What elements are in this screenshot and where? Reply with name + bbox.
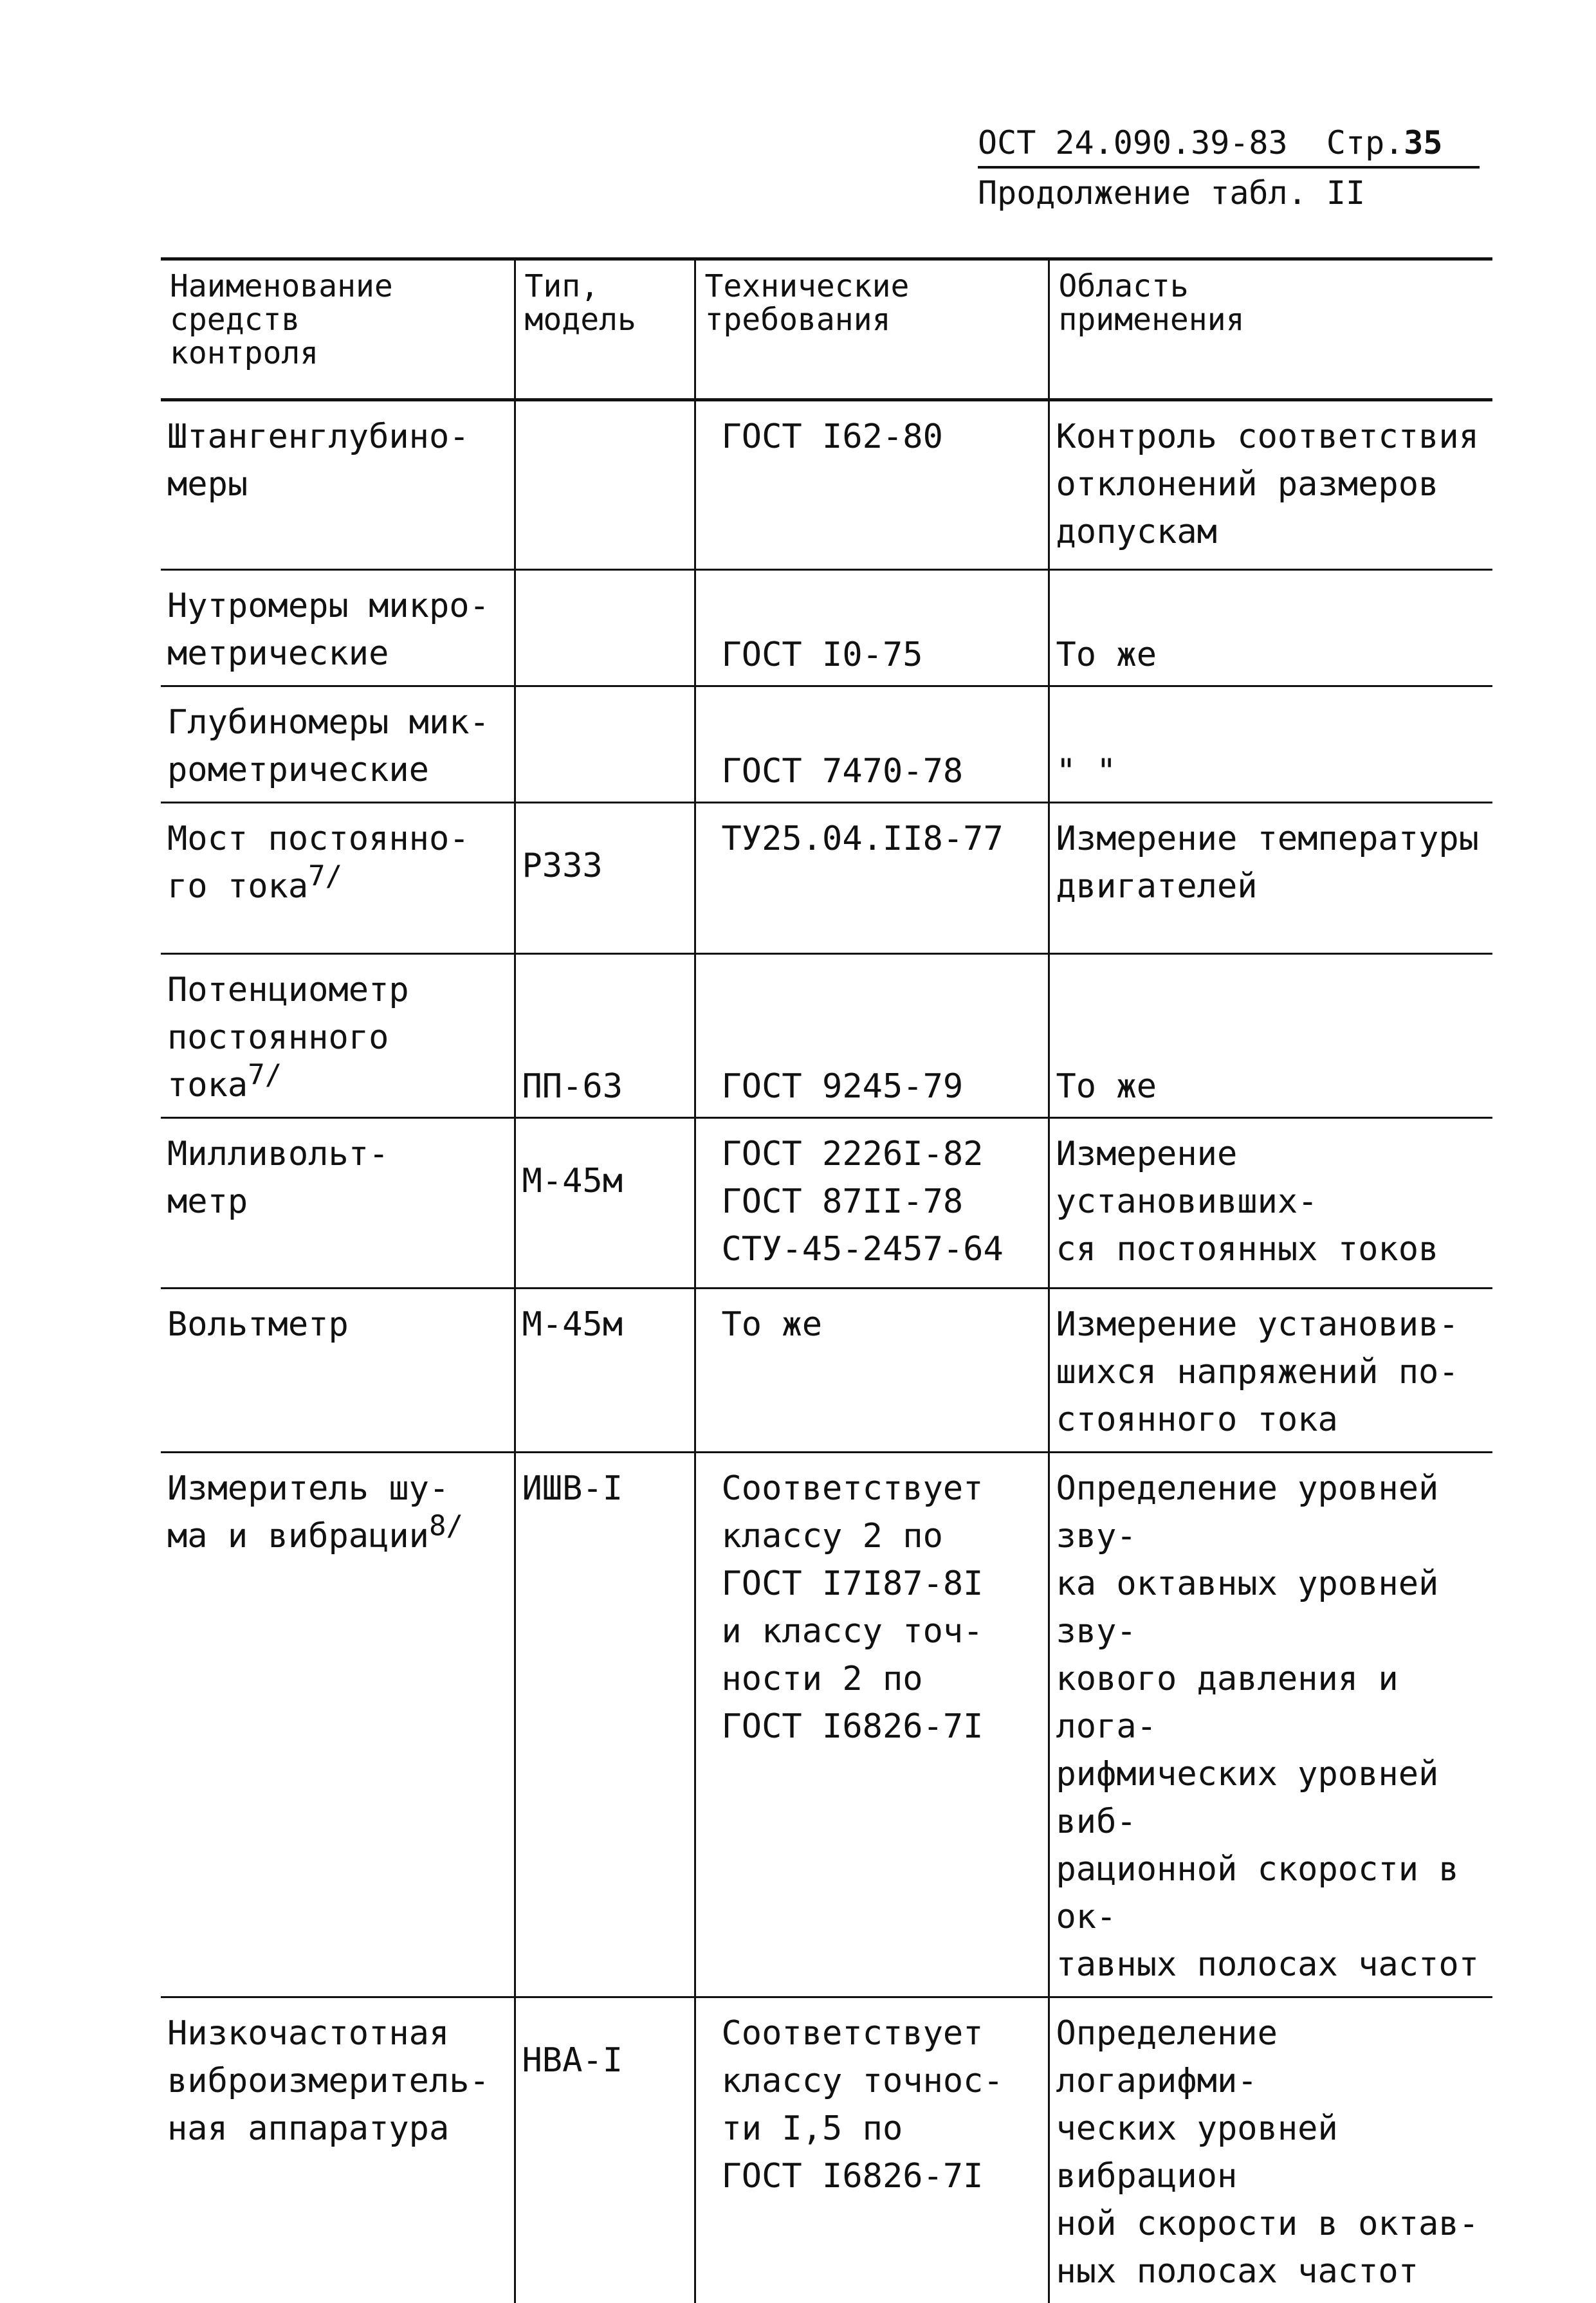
- cell-type: ПП-63: [515, 954, 695, 1118]
- cell-name-text: Вольтметр: [167, 1305, 349, 1344]
- cell-type: Р333: [515, 803, 695, 954]
- footnote-ref: 7/: [248, 1059, 282, 1092]
- cell-area: То же: [1049, 954, 1492, 1118]
- cell-name: [161, 686, 515, 803]
- cell-tech: ГОСТ 9245-79: [695, 954, 1049, 1118]
- cell-tech: ГОСТ I62-80: [695, 400, 1049, 570]
- table-continuation-label: Продолжение табл. II: [978, 172, 1480, 214]
- cell-tech: ТУ25.04.II8-77: [695, 803, 1049, 954]
- cell-area: Измерение установивших- ся постоянных токов: [1049, 1118, 1492, 1289]
- cell-tech: Соответствует классу точнос- ти I,5 по ГОСТ I6826-7I: [695, 1997, 1049, 2303]
- table-row: [161, 570, 1492, 686]
- cell-tech: То же: [695, 1289, 1049, 1453]
- cell-name: [161, 570, 515, 686]
- table-row: [161, 686, 1492, 803]
- cell-tech: ГОСТ I0-75: [695, 570, 1049, 686]
- cell-type: [515, 686, 695, 803]
- page-label: Стр.: [1326, 124, 1404, 161]
- cell-name: [161, 1289, 515, 1453]
- cell-name-text: Потенциометр постоянного тока: [167, 971, 409, 1105]
- document-code: ОСТ 24.090.39-83: [978, 124, 1288, 161]
- cell-name: [161, 1118, 515, 1289]
- table-row: [161, 803, 1492, 954]
- cell-area: То же: [1049, 570, 1492, 686]
- cell-area: " ": [1049, 686, 1492, 803]
- control-instruments-table: [161, 257, 1492, 2303]
- cell-type: [515, 570, 695, 686]
- page-number: 35: [1404, 124, 1442, 161]
- footnote-ref: 8/: [429, 1510, 463, 1543]
- page-header: [978, 122, 1480, 214]
- cell-area: Контроль соответствия отклонений размеров допускам: [1049, 400, 1492, 570]
- column-header-tech-requirements: Технические требования: [695, 259, 1049, 400]
- cell-name-text: Нутромеры микро- метрические: [167, 587, 490, 673]
- column-header-application-area: Область применения: [1049, 259, 1492, 400]
- cell-area: Измерение установив- шихся напряжений по- стоянного тока: [1049, 1289, 1492, 1453]
- cell-type: ИШВ-I: [515, 1453, 695, 1997]
- table-row: [161, 400, 1492, 570]
- table-row: [161, 1289, 1492, 1453]
- cell-name-text: Штангенглубино- меры: [167, 417, 470, 504]
- cell-name-text: Глубиномеры мик- рометрические: [167, 703, 490, 789]
- cell-type: [515, 400, 695, 570]
- cell-area: Измерение температуры двигателей: [1049, 803, 1492, 954]
- cell-type: НВА-I: [515, 1997, 695, 2303]
- cell-tech: ГОСТ 2226I-82 ГОСТ 87II-78 СТУ-45-2457-64: [695, 1118, 1049, 1289]
- column-header-name: Наименование средств контроля: [161, 259, 515, 400]
- cell-name-text: Милливольт- метр: [167, 1135, 389, 1221]
- table-row: [161, 1997, 1492, 2303]
- cell-tech: ГОСТ 7470-78: [695, 686, 1049, 803]
- cell-name: [161, 400, 515, 570]
- cell-name-text: Низкочастотная виброизмеритель- ная аппаратура: [167, 2014, 490, 2148]
- column-header-type: Тип, модель: [515, 259, 695, 400]
- cell-name: [161, 1997, 515, 2303]
- cell-type: М-45м: [515, 1118, 695, 1289]
- cell-name-text: Измеритель шу- ма и вибрации: [167, 1469, 449, 1555]
- table-row: [161, 1118, 1492, 1289]
- footnote-ref: 7/: [308, 860, 342, 893]
- table-row: [161, 1453, 1492, 1997]
- cell-name: [161, 803, 515, 954]
- table-row: [161, 954, 1492, 1118]
- cell-name: [161, 954, 515, 1118]
- table-header-row: [161, 259, 1492, 400]
- document-code-line: [978, 122, 1480, 169]
- cell-name-text: Мост постоянно- го тока: [167, 820, 470, 906]
- cell-area: Определение уровней зву- ка октавных уровней зву- кового давления и лога- рифмических уровней виб- рационной скорости в ок- тавных полосах частот: [1049, 1453, 1492, 1997]
- cell-type: М-45м: [515, 1289, 695, 1453]
- cell-area: Определение логарифми- ческих уровней вибрацион ной скорости в октав- ных полосах частот: [1049, 1997, 1492, 2303]
- cell-name: [161, 1453, 515, 1997]
- cell-tech: Соответствует классу 2 по ГОСТ I7I87-8I и классу точ- ности 2 по ГОСТ I6826-7I: [695, 1453, 1049, 1997]
